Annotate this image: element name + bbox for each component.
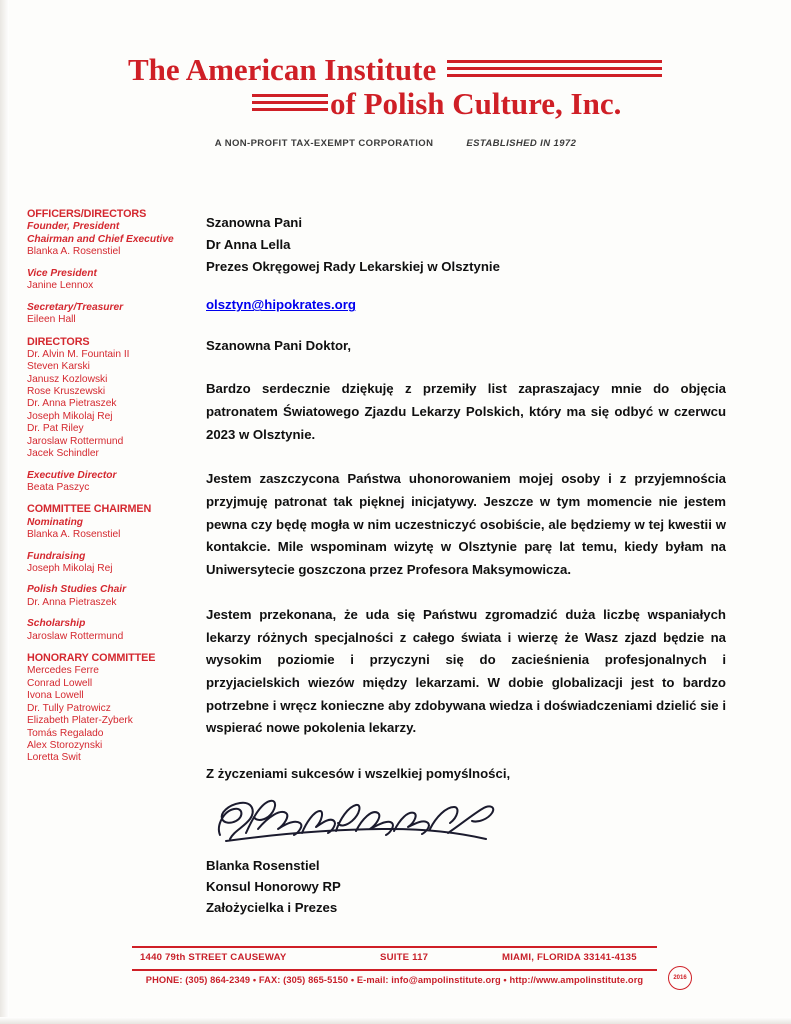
sidebar-person: Tomás Regalado [27, 727, 104, 739]
sidebar-person: Alex Storozynski [27, 739, 103, 751]
recipient-email-link[interactable]: olsztyn@hipokrates.org [206, 297, 356, 313]
sidebar-role: Secretary/Treasurer [27, 301, 124, 313]
sidebar-role: Chairman and Chief Executive [27, 233, 174, 245]
letter-body [206, 212, 726, 919]
signature-image [206, 789, 726, 853]
recipient-line: Dr Anna Lella [206, 236, 291, 252]
salutation: Szanowna Pani Doktor, [206, 337, 352, 353]
paragraph: Bardzo serdecznie dziękuję z przemiły list zapraszajacy mnie do objęcia patronatem Światowego Zjazdu Lekarzy Polskich, który ma się odbyć w czerwcu 2023 w Olsztynie. [206, 381, 726, 442]
sidebar-person: Blanka A. Rosenstiel [27, 246, 121, 258]
nonprofit-text: A NON-PROFIT TAX-EXEMPT CORPORATION [214, 138, 434, 149]
sidebar-heading: OFFICERS/DIRECTORS [27, 208, 147, 220]
sidebar-person: Blanka A. Rosenstiel [27, 529, 121, 541]
sidebar-person: Eileen Hall [27, 314, 76, 326]
letterhead-title-row [0, 52, 791, 121]
recipient-line: Szanowna Pani [206, 215, 302, 230]
sidebar-spacer [27, 327, 202, 336]
sidebar-person: Dr. Tully Patrowicz [27, 702, 111, 714]
sidebar-heading: HONORARY COMMITTEE [27, 652, 156, 665]
paragraph: Jestem zaszczycona Państwa uhonorowaniem mojej osoby i z przyjemnościa przyjmuję patronat tak pięknej inicjatywy. Jeszcze w tym momencie nie jestem pewna czy będę mogła w nim uczestniczyć osobiście, ale będziemy w tej kwestii w kontakcie. Mile wspominam wizytę w Olsztynie parę lat temu, kiedy byłam na Uniwersytecie goszczona przez Profesora Maksymowicza. [206, 471, 726, 578]
sidebar-person: Joseph Mikolaj Rej [27, 410, 113, 422]
sidebar-heading: DIRECTORS [27, 335, 90, 348]
sidebar-person: Jaroslaw Rottermund [27, 435, 124, 447]
sidebar-person: Elizabeth Plater-Zyberk [27, 715, 133, 727]
sidebar-person: Mercedes Ferre [27, 665, 99, 677]
sidebar-spacer [27, 259, 202, 268]
sidebar-spacer [27, 461, 202, 470]
sidebar-person: Dr. Anna Pietraszek [27, 596, 117, 608]
letterhead-line-1: The American Institute [128, 52, 437, 87]
recipient-address [206, 212, 726, 277]
closing-line: Z życzeniami sukcesów i wszelkiej pomyślności, [206, 766, 511, 782]
sidebar-person: Jacek Schindler [27, 448, 99, 460]
sidebar-role: Founder, President [27, 221, 120, 233]
footer-city: MIAMI, FLORIDA 33141-4135 [502, 952, 637, 963]
footer-suite: SUITE 117 [380, 952, 429, 963]
sidebar-person: Loretta Swit [27, 752, 81, 764]
sidebar-person: Jaroslaw Rottermund [27, 630, 124, 642]
letterhead-rule-left [252, 94, 328, 116]
sidebar-spacer [27, 643, 202, 652]
sidebar-spacer [27, 542, 202, 551]
sidebar-person: Janine Lennox [27, 280, 94, 292]
sidebar-heading: COMMITTEE CHAIRMEN [27, 503, 152, 516]
signer-title-1: Konsul Honorowy RP [206, 878, 341, 894]
sidebar-person: Dr. Anna Pietraszek [27, 398, 117, 410]
anniversary-seal-icon: 2016 [668, 966, 692, 990]
sidebar-person: Dr. Alvin M. Fountain II [27, 348, 130, 360]
sidebar-person: Ivona Lowell [27, 690, 84, 702]
sidebar-role: Fundraising [27, 550, 86, 562]
signature-block [206, 855, 726, 919]
signer-title-2: Założycielka i Prezes [206, 900, 338, 916]
sidebar-person: Conrad Lowell [27, 677, 93, 689]
sidebar-person: Dr. Pat Riley [27, 423, 84, 435]
letterhead-line-2: of Polish Culture, Inc. [330, 86, 622, 121]
footer-contact: PHONE: (305) 864-2349 • FAX: (305) 865-5150 • E-mail: info@ampolinstitute.org • http://www.ampolinstitute.org [145, 975, 644, 985]
paragraph: Jestem przekonana, że uda się Państwu zgromadzić duża liczbę wspaniałych lekarzy różnych specjalności z całego świata i wierzę że Wasz zjazd będzie na wysokim poziomie i przyczyni się do zacieśnienia profesjonalnych i przyjacielskich wiezów między lekarzami. W dobie globalizacji jest to bardzo potrzebne i wręcz konieczne aby zdobywana wiedza i doświadczeniami dzielić sie i wspierać nowe pokolenia lekarzy. [206, 606, 726, 736]
sidebar-person: Rose Kruszewski [27, 385, 106, 397]
sidebar-spacer [27, 575, 202, 584]
established-text: ESTABLISHED IN 1972 [466, 138, 577, 149]
sidebar-person: Janusz Kozlowski [27, 373, 108, 385]
sidebar-person: Beata Paszyc [27, 482, 90, 494]
sidebar-spacer [27, 609, 202, 618]
letterhead-subtitle [0, 138, 791, 149]
sidebar-spacer [27, 494, 202, 503]
sidebar-block [27, 208, 202, 221]
sidebar-role: Polish Studies Chair [27, 584, 127, 596]
sidebar-spacer [27, 293, 202, 302]
letterhead [0, 52, 791, 149]
sidebar-role: Executive Director [27, 469, 117, 481]
officers-sidebar [27, 208, 202, 765]
recipient-line: Prezes Okręgowej Rady Lekarskiej w Olsztynie [206, 258, 500, 274]
footer-rule-bottom [132, 969, 657, 971]
letterhead-rule-right [447, 60, 662, 82]
signer-name: Blanka Rosenstiel [206, 857, 320, 873]
sidebar-person: Steven Karski [27, 361, 90, 373]
sidebar-role: Scholarship [27, 618, 86, 630]
footer-street: 1440 79th STREET CAUSEWAY [140, 952, 287, 963]
sidebar-person: Joseph Mikolaj Rej [27, 562, 113, 574]
sidebar-role: Nominating [27, 516, 84, 528]
footer-rule-top [132, 946, 657, 948]
scan-edge-left [0, 0, 9, 1024]
scan-edge-bottom [0, 1017, 791, 1024]
sidebar-role: Vice President [27, 267, 97, 279]
